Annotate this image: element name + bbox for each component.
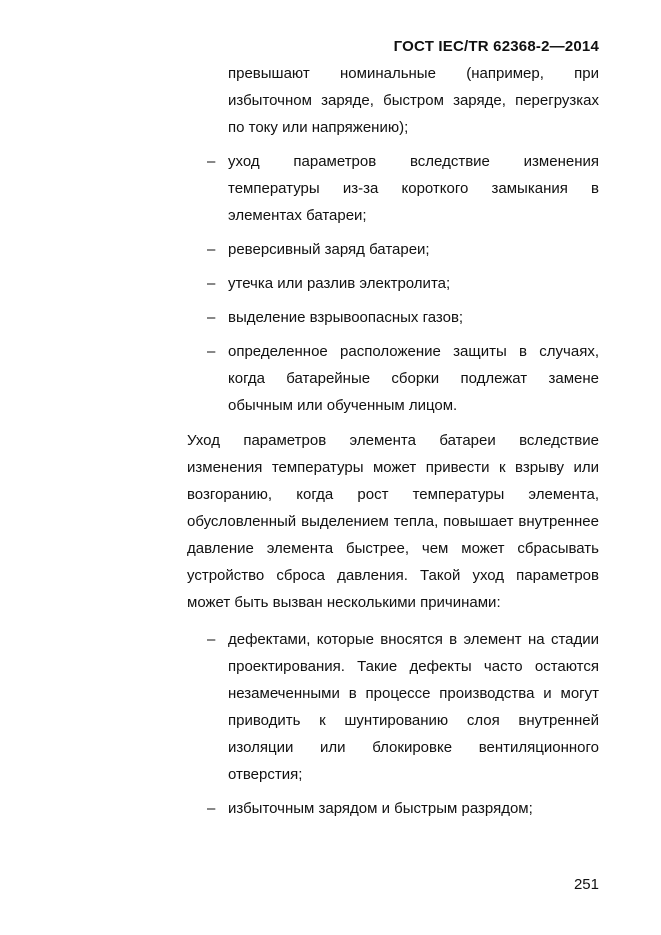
list-item [187, 148, 599, 229]
list-item-text: утечка или разлив электролита; [228, 275, 451, 292]
list-item-text: реверсивный заряд батареи; [228, 241, 430, 258]
continuation-text: превышают номинальные (например, при избыточном заряде, быстром заряде, перегрузках по току или напряжению); [228, 65, 599, 136]
list-item-text: выделение взрывоопасных газов; [228, 309, 464, 326]
body-paragraph: Уход параметров элемента батареи вследствие изменения температуры может привести к взрыву или возгоранию, когда рост температуры элемента, обусловленный выделением тепла, повышает внутреннее давление элемента быстрее, чем может сбрасывать устройство сброса давления. Такой уход параметров может быть вызван несколькими причинами: [187, 432, 599, 611]
list-item [187, 626, 599, 788]
list-item-text: уход параметров вследствие изменения температуры из-за короткого замыкания в элементах батареи; [228, 153, 599, 224]
document-header: ГОСТ IEC/TR 62368-2—2014 [393, 38, 599, 55]
list-item [187, 236, 599, 263]
list-item [187, 304, 599, 331]
document-body [187, 60, 599, 822]
list-item [187, 338, 599, 419]
list-item-text: избыточным зарядом и быстрым разрядом; [228, 800, 533, 817]
list-item [187, 795, 599, 822]
page-number: 251 [573, 876, 599, 893]
dash-bullet: – [207, 309, 216, 326]
list-item [187, 270, 599, 297]
dash-bullet: – [207, 800, 216, 817]
dash-bullet: – [207, 241, 216, 258]
dash-bullet: – [207, 631, 216, 648]
list-item-text: дефектами, которые вносятся в элемент на стадии проектирования. Такие дефекты часто остаются незамеченными в процессе производства и могут приводить к шунтированию слоя внутренней изоляции или блокировке вентиляционного отверстия; [228, 631, 599, 783]
dash-bullet: – [207, 343, 216, 360]
list-item-text: определенное расположение защиты в случаях, когда батарейные сборки подлежат замене обычным или обученным лицом. [228, 343, 599, 414]
dash-bullet: – [207, 275, 216, 292]
dash-bullet: – [207, 153, 216, 170]
